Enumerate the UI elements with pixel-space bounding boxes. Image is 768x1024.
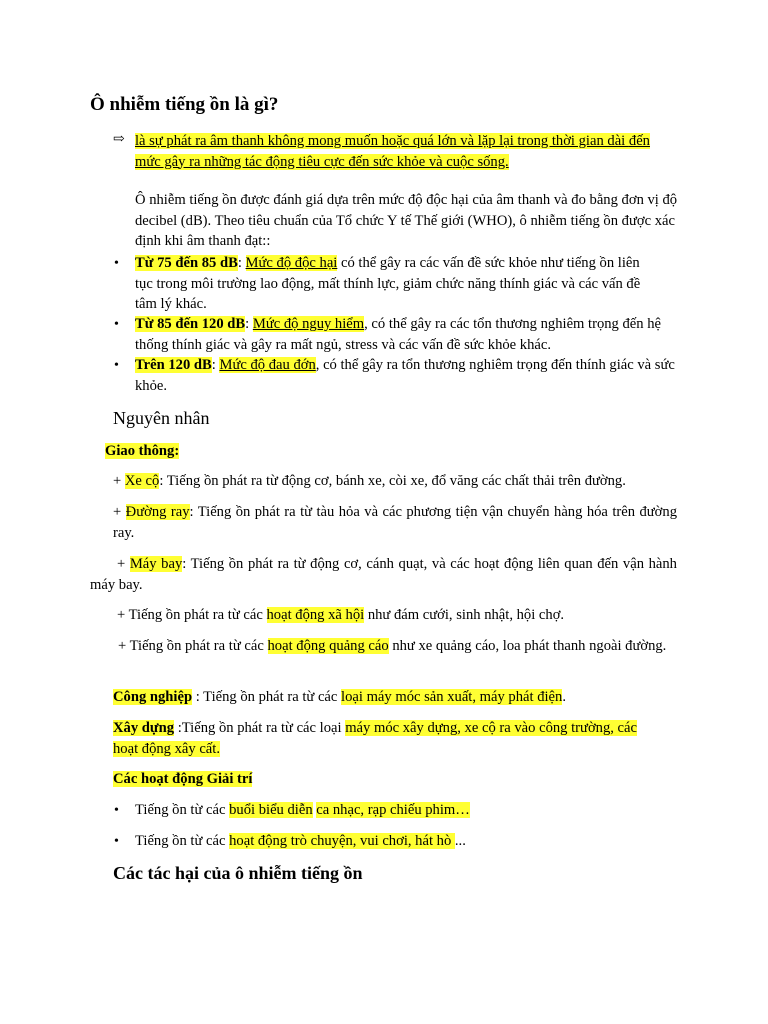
entertainment-item: Tiếng ồn từ các buổi biểu diễn ca nhạc, rạp chiếu phim… [135, 802, 470, 818]
bullet-dot: • [114, 256, 119, 271]
traffic-item: + Máy bay: Tiếng ồn phát ra từ động cơ, cánh quạt, và các hoạt động liên quan đến vận hành máy bay. [90, 556, 677, 593]
traffic-item-highlight: hoạt động xã hội [266, 607, 365, 623]
level-sep: : [211, 357, 220, 373]
industry-highlight: loại máy móc sản xuất, máy phát điện [341, 689, 563, 705]
traffic-item-highlight: Đường ray [125, 504, 190, 520]
harm-heading: Các tác hại của ô nhiễm tiếng ồn [113, 863, 363, 883]
definition-highlight: là sự phát ra âm thanh không mong muốn hoặc quá lớn và lặp lại trong thời gian dài [135, 133, 629, 149]
definition-highlight-end: đến [628, 133, 650, 149]
level-label: Mức độ độc hại [245, 255, 338, 271]
level-text: , có thể gây ra tổn thương nghiêm trọng đến thính giác và sức khỏe. [135, 357, 675, 394]
bullet-dot: • [114, 358, 119, 373]
causes-heading: Nguyên nhân [113, 408, 210, 428]
level-item [135, 355, 675, 396]
bullet-dot: • [114, 803, 119, 818]
level-item [135, 314, 665, 355]
level-sep: : [237, 255, 246, 271]
level-range: Từ 85 đến 120 dB [135, 316, 246, 332]
definition-highlight-line2: mức gây ra những tác động tiêu cực đến sức khỏe và cuộc sống. [135, 153, 509, 170]
industry-label: Công nghiệp [113, 689, 193, 705]
construction-highlight: máy móc xây dựng, xe cộ ra vào công trường, các hoạt động xây cất. [113, 720, 637, 757]
traffic-item-highlight: hoạt động quảng cáo [267, 638, 389, 654]
level-label: Mức độ nguy hiểm [252, 316, 365, 332]
traffic-item: + Tiếng ồn phát ra từ các hoạt động quảng cáo như xe quảng cáo, loa phát thanh ngoài đường. [118, 638, 667, 654]
level-item [135, 253, 660, 315]
bullet-dot: • [114, 317, 119, 332]
level-label: Mức độ đau đớn [219, 357, 316, 373]
level-text: , có thể gây ra các tổn thương nghiêm trọng đến hệ thống thính giác và gây ra mất ngủ, stress và các vấn đề sức khỏe khác. [135, 316, 661, 353]
entertainment-heading: Các hoạt động Giải trí [113, 771, 253, 787]
entertainment-item: Tiếng ồn từ các hoạt động trò chuyện, vui chơi, hát hò ... [135, 833, 466, 849]
traffic-item: + Tiếng ồn phát ra từ các hoạt động xã hội như đám cưới, sinh nhật, hội chợ. [117, 607, 565, 623]
level-range: Từ 75 đến 85 dB [135, 255, 238, 271]
traffic-heading: Giao thông: [105, 443, 180, 459]
traffic-item: + Đường ray: Tiếng ồn phát ra từ tàu hỏa và các phương tiện vận chuyển hàng hóa trên đường ray. [113, 504, 677, 541]
bullet-dot: • [114, 834, 119, 849]
level-range: Trên 120 dB [135, 357, 212, 373]
definition-text [135, 131, 680, 172]
traffic-item-highlight: Xe cộ [124, 473, 160, 489]
industry-paragraph: Công nghiệp : Tiếng ồn phát ra từ các loại máy móc sản xuất, máy phát điện. [113, 689, 566, 705]
page-title: Ô nhiễm tiếng ồn là gì? [90, 94, 279, 115]
level-text: có thể gây ra các vấn đề sức khỏe như tiếng ồn liên tục trong môi trường lao động, mất thính lực, giảm chức năng thính giác và các vấn đề tâm lý khác. [135, 255, 641, 312]
construction-paragraph: Xây dựng :Tiếng ồn phát ra từ các loại máy móc xây dựng, xe cộ ra vào công trường, các hoạt động xây cất. [113, 720, 637, 757]
traffic-item: + Xe cộ: Tiếng ồn phát ra từ động cơ, bánh xe, còi xe, đổ văng các chất thải trên đường. [113, 473, 626, 489]
traffic-item-highlight: Máy bay [129, 556, 183, 572]
level-sep: : [245, 316, 253, 332]
arrow-right-icon: ⇨ [113, 132, 125, 147]
construction-label: Xây dựng [113, 720, 175, 736]
intro-paragraph: Ô nhiễm tiếng ồn được đánh giá dựa trên mức độ độc hại của âm thanh và đo bằng đơn vị độ decibel (dB). Theo tiêu chuẩn của Tổ chức Y tế Thế giới (WHO), ô nhiễm tiếng ồn được xác định khi âm thanh đạt:: [135, 192, 678, 249]
